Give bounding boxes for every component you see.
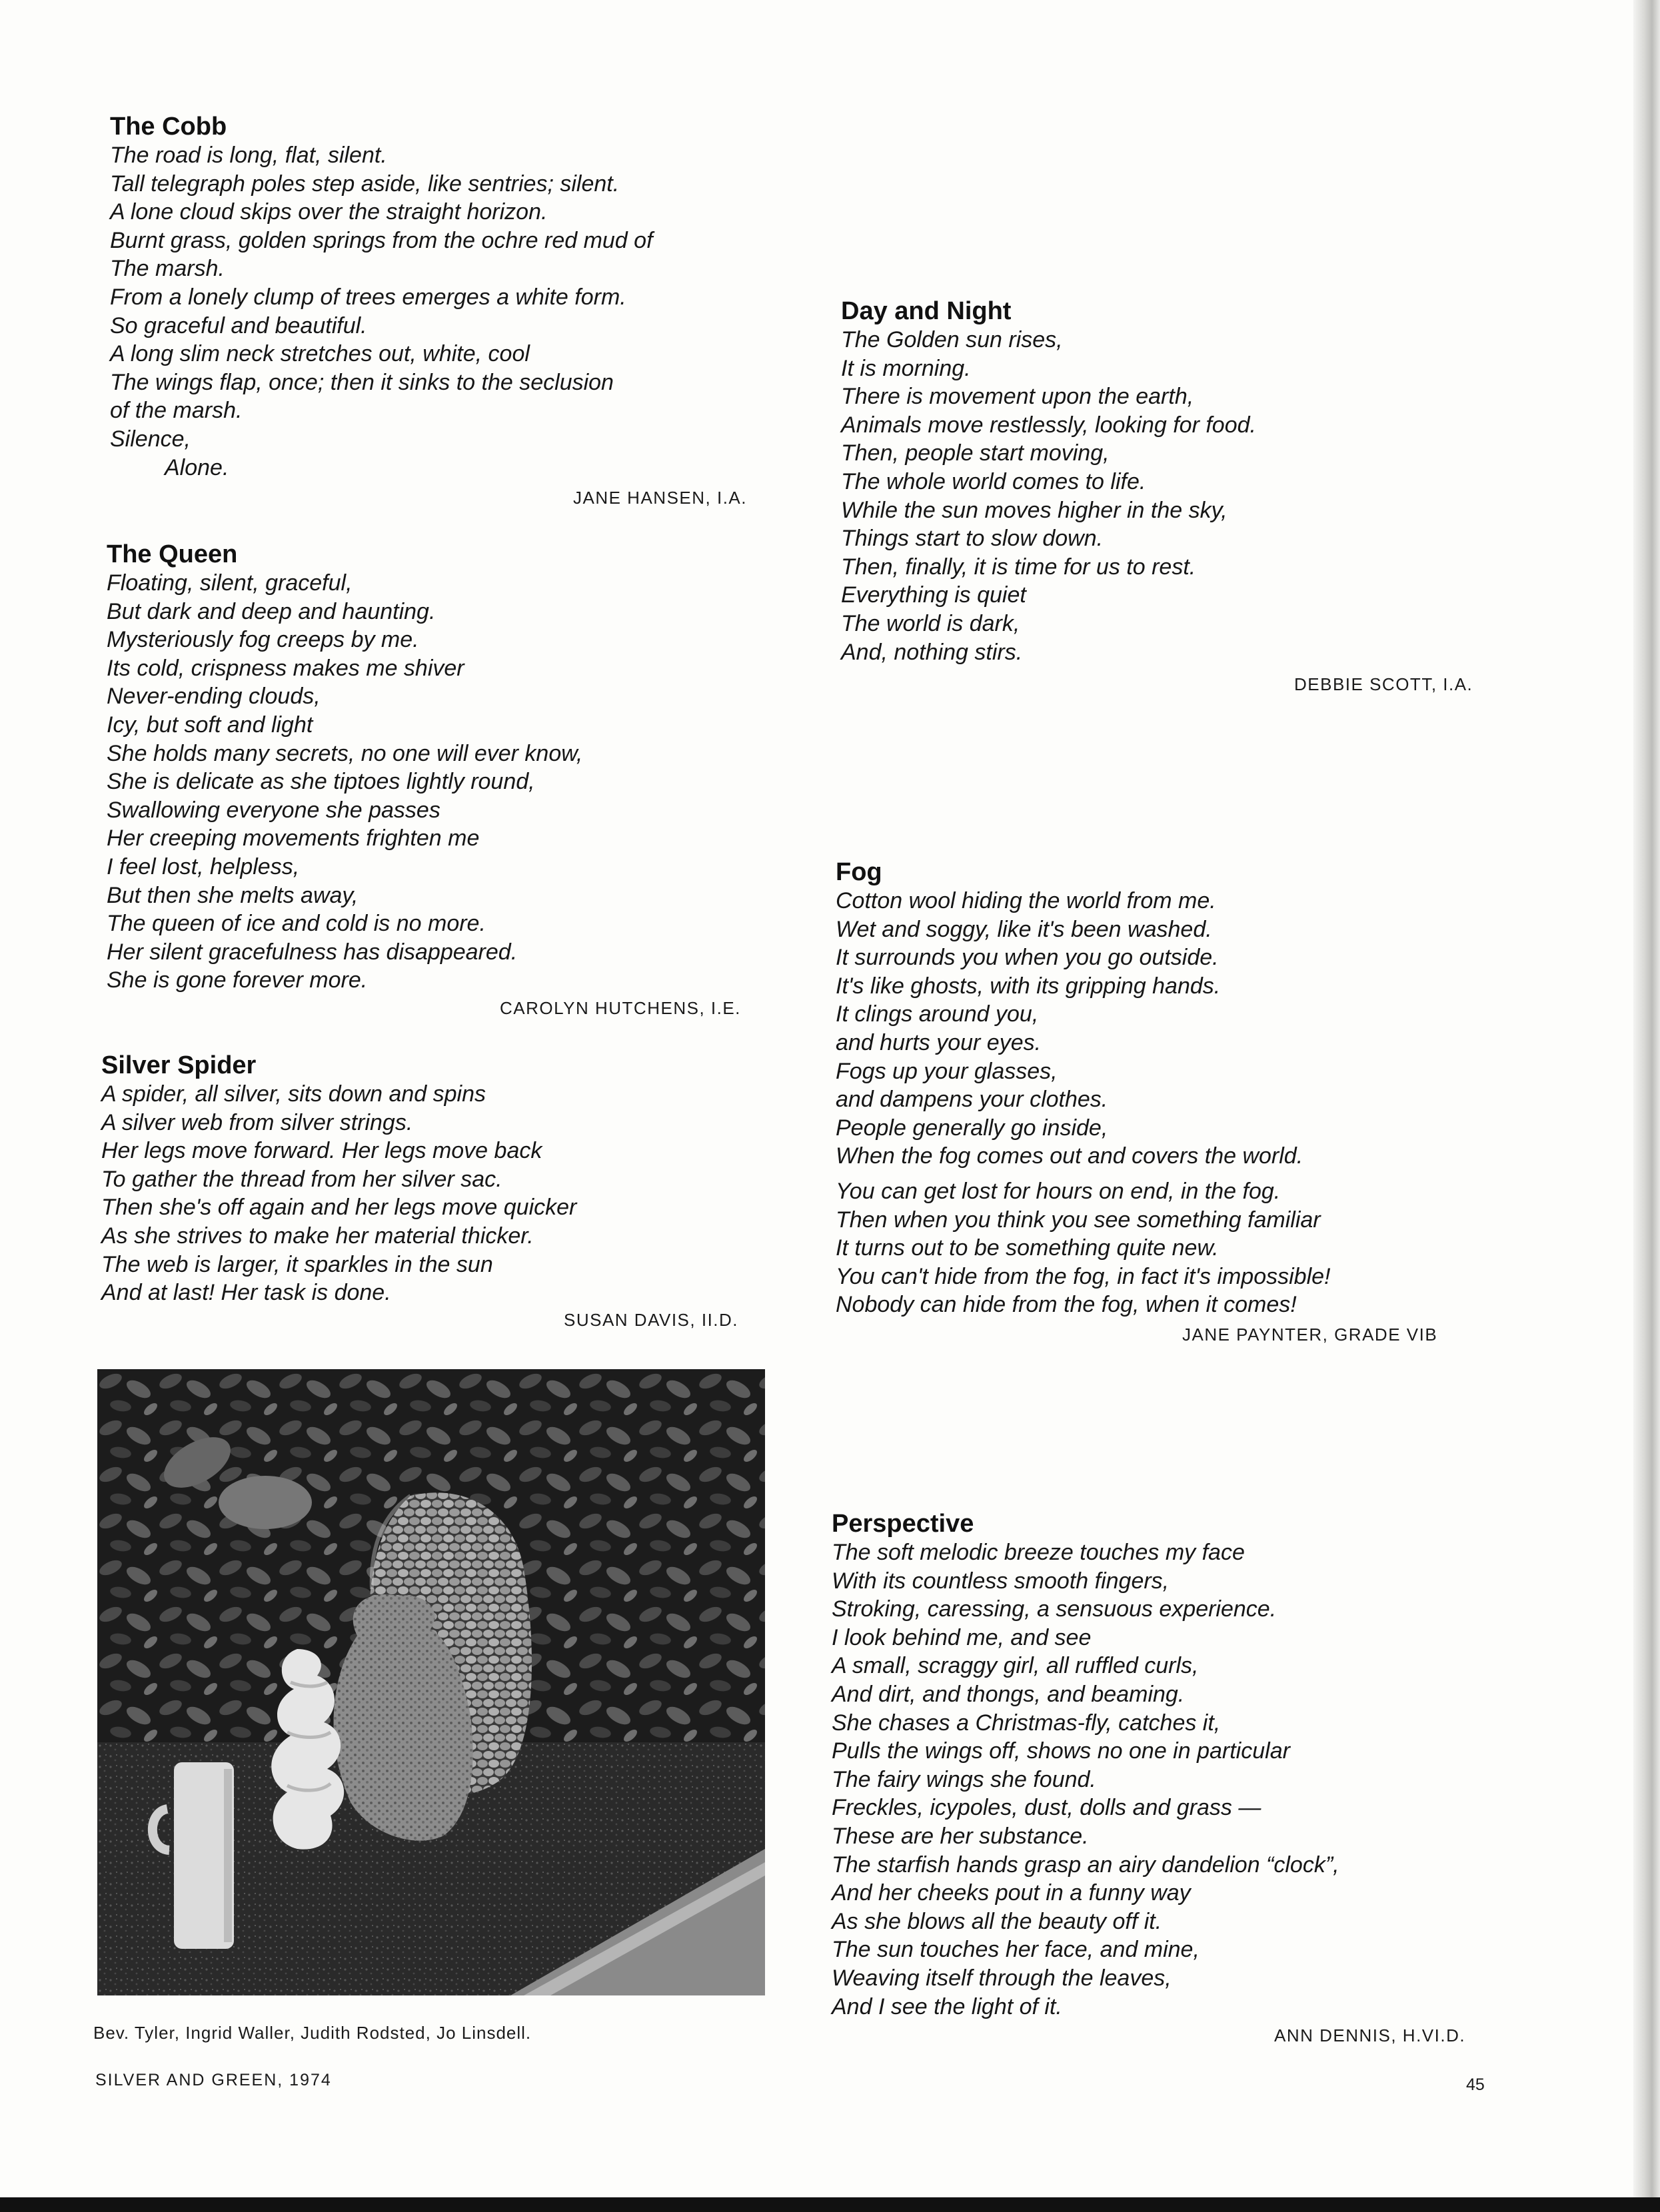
poem-line: Everything is quiet xyxy=(841,582,1026,608)
poem-line: These are her substance. xyxy=(832,1823,1089,1849)
poem-line: The whole world comes to life. xyxy=(841,468,1146,494)
page-number: 45 xyxy=(1466,2075,1485,2094)
poem-line: Mysteriously fog creeps by me. xyxy=(107,627,419,653)
poem-perspective xyxy=(832,1509,1339,2021)
poem-author: CAROLYN HUTCHENS, I.E. xyxy=(500,998,741,1018)
poem-line: As she strives to make her material thicker. xyxy=(101,1223,534,1249)
poem-line: As she blows all the beauty off it. xyxy=(832,1908,1162,1934)
poem-line: and dampens your clothes. xyxy=(836,1087,1108,1113)
poem-line: Stroking, caressing, a sensuous experience. xyxy=(832,1596,1277,1622)
poem-line: The wings flap, once; then it sinks to the seclusion xyxy=(110,369,614,395)
poem-line: When the fog comes out and covers the world. xyxy=(836,1143,1303,1169)
poem-line: Never-ending clouds, xyxy=(107,684,321,710)
pottery-photo-image xyxy=(97,1369,765,1995)
poem-author: JANE HANSEN, I.A. xyxy=(573,488,747,508)
poem-line: And her cheeks pout in a funny way xyxy=(832,1880,1191,1906)
poem-line: A long slim neck stretches out, white, cool xyxy=(110,341,530,367)
poem-body xyxy=(101,1080,576,1307)
poem-line: The soft melodic breeze touches my face xyxy=(832,1540,1245,1565)
poem-line: Its cold, crispness makes me shiver xyxy=(107,655,464,681)
poem-title: The Queen xyxy=(107,540,238,568)
poem-title: Perspective xyxy=(832,1510,974,1538)
poem-author: JANE PAYNTER, GRADE VIB xyxy=(1182,1325,1438,1345)
poem-line: While the sun moves higher in the sky, xyxy=(841,497,1228,523)
poem-line: and hurts your eyes. xyxy=(836,1029,1042,1055)
poem-line: With its countless smooth fingers, xyxy=(832,1568,1170,1594)
poem-fog xyxy=(836,857,1330,1319)
poem-line: Cotton wool hiding the world from me. xyxy=(836,888,1216,913)
poem-line: And, nothing stirs. xyxy=(841,639,1023,665)
poem-line: Alone. xyxy=(165,454,229,480)
poem-line: She chases a Christmas-fly, catches it, xyxy=(832,1710,1221,1736)
poem-silver-spider xyxy=(101,1051,576,1307)
poem-line: So graceful and beautiful. xyxy=(110,312,367,338)
poem-line: It's like ghosts, with its gripping hands. xyxy=(836,973,1221,999)
poem-author: SUSAN DAVIS, II.D. xyxy=(564,1310,739,1330)
poem-body xyxy=(836,887,1330,1319)
poem-title: Silver Spider xyxy=(101,1051,257,1079)
poem-title: The Cobb xyxy=(110,113,227,141)
poem-line: The sun touches her face, and mine, xyxy=(832,1937,1200,1963)
poem-line: Weaving itself through the leaves, xyxy=(832,1965,1172,1991)
poem-line: Silence, xyxy=(110,426,191,452)
poem-line: A silver web from silver strings. xyxy=(101,1109,413,1135)
page-binding-edge xyxy=(1633,0,1660,2212)
poem-line: A small, scraggy girl, all ruffled curls, xyxy=(832,1653,1199,1679)
publication-footer: SILVER AND GREEN, 1974 xyxy=(95,2071,332,2089)
poem-line: There is movement upon the earth, xyxy=(841,384,1194,410)
poem-line: The queen of ice and cold is no more. xyxy=(107,911,486,937)
poem-line: And I see the light of it. xyxy=(832,1993,1062,2019)
poem-body xyxy=(841,326,1256,666)
poem-line: She is delicate as she tiptoes lightly round, xyxy=(107,769,535,795)
poem-line: A spider, all silver, sits down and spins xyxy=(101,1081,486,1107)
poem-line: The marsh. xyxy=(110,256,225,282)
poem-line: Wet and soggy, like it's been washed. xyxy=(836,916,1212,942)
poem-line: But dark and deep and haunting. xyxy=(107,598,436,624)
poem-line: The Golden sun rises, xyxy=(841,327,1063,352)
poem-line: Then when you think you see something familiar xyxy=(836,1207,1321,1233)
poem-author: ANN DENNIS, H.VI.D. xyxy=(1274,2025,1466,2045)
poem-line: Icy, but soft and light xyxy=(107,712,313,738)
poem-body xyxy=(110,141,653,482)
poem-line: It surrounds you when you go outside. xyxy=(836,945,1219,971)
pottery-photo xyxy=(97,1369,765,1995)
poem-line: Then she's off again and her legs move quicker xyxy=(101,1195,577,1221)
poem-line: Swallowing everyone she passes xyxy=(107,797,440,823)
poem-line: It is morning. xyxy=(841,355,971,381)
poem-line: And dirt, and thongs, and beaming. xyxy=(832,1681,1185,1707)
poem-line: Nobody can hide from the fog, when it comes! xyxy=(836,1292,1297,1318)
poem-line: Her creeping movements frighten me xyxy=(107,826,480,851)
poem-the-queen xyxy=(107,540,582,995)
poem-line: The starfish hands grasp an airy dandelion “clock”, xyxy=(832,1852,1339,1878)
poem-line: But then she melts away, xyxy=(107,882,359,908)
scan-bottom-edge xyxy=(0,2197,1660,2212)
poem-line: From a lonely clump of trees emerges a white form. xyxy=(110,284,626,310)
photo-caption: Bev. Tyler, Ingrid Waller, Judith Rodsted, Jo Linsdell. xyxy=(93,2023,532,2043)
poem-line: The fairy wings she found. xyxy=(832,1766,1096,1792)
poem-line: Floating, silent, graceful, xyxy=(107,570,353,596)
poem-line: I feel lost, helpless, xyxy=(107,853,300,879)
poem-line: Things start to slow down. xyxy=(841,526,1104,552)
poem-line: It clings around you, xyxy=(836,1001,1039,1027)
poem-line: Burnt grass, golden springs from the ochre red mud of xyxy=(110,227,653,253)
poem-line: You can't hide from the fog, in fact it's impossible! xyxy=(836,1263,1331,1289)
poem-line: Her silent gracefulness has disappeared. xyxy=(107,939,518,965)
poem-line: The road is long, flat, silent. xyxy=(110,143,387,168)
poem-line: The web is larger, it sparkles in the sun xyxy=(101,1251,493,1277)
poem-line: She is gone forever more. xyxy=(107,967,368,993)
poem-line: The world is dark, xyxy=(841,610,1020,636)
poem-line: of the marsh. xyxy=(110,398,243,424)
poem-line: Then, finally, it is time for us to rest. xyxy=(841,554,1196,580)
poem-line: Then, people start moving, xyxy=(841,440,1110,466)
poem-line: You can get lost for hours on end, in the fog. xyxy=(836,1178,1281,1204)
poem-line: Her legs move forward. Her legs move back xyxy=(101,1138,542,1164)
poem-day-and-night xyxy=(841,296,1256,666)
poem-line: Pulls the wings off, shows no one in particular xyxy=(832,1738,1290,1764)
poem-line: Tall telegraph poles step aside, like sentries; silent. xyxy=(110,171,620,197)
poem-line: It turns out to be something quite new. xyxy=(836,1235,1219,1261)
poem-line: To gather the thread from her silver sac. xyxy=(101,1166,502,1192)
poem-line: And at last! Her task is done. xyxy=(101,1280,391,1306)
poem-line: Fogs up your glasses, xyxy=(836,1058,1058,1084)
poem-the-cobb xyxy=(110,112,653,482)
poem-body xyxy=(107,569,582,995)
poem-title: Day and Night xyxy=(841,297,1012,325)
poem-line: Freckles, icypoles, dust, dolls and grass — xyxy=(832,1795,1261,1821)
poem-author: DEBBIE SCOTT, I.A. xyxy=(1294,674,1473,694)
poem-line: She holds many secrets, no one will ever know, xyxy=(107,740,583,766)
poem-body xyxy=(832,1538,1339,2021)
poem-line: Animals move restlessly, looking for food. xyxy=(841,412,1256,438)
poem-title: Fog xyxy=(836,858,882,886)
poem-line: I look behind me, and see xyxy=(832,1624,1092,1650)
poem-line: People generally go inside, xyxy=(836,1115,1108,1141)
poem-line: A lone cloud skips over the straight horizon. xyxy=(110,199,548,225)
